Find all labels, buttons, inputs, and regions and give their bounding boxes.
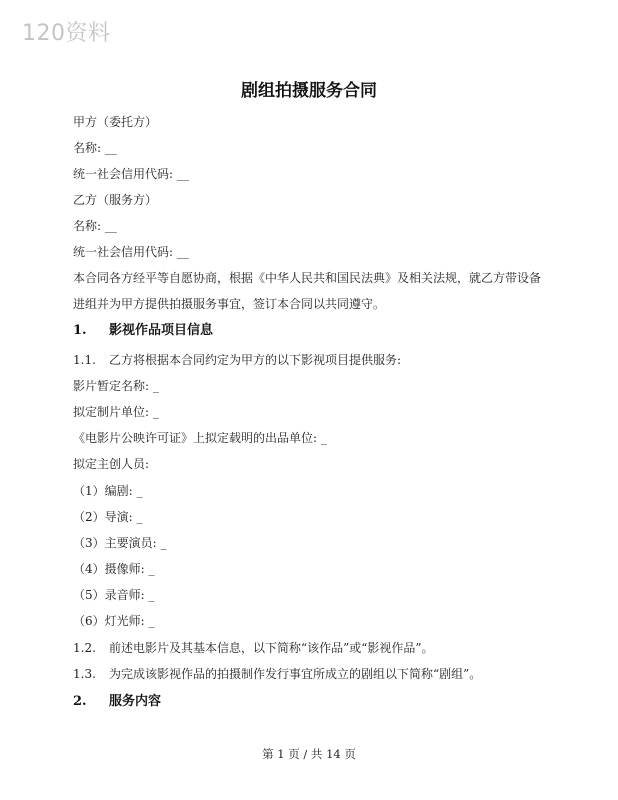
clause-1-1-text: 乙方将根据本合同约定为甲方的以下影视项目提供服务:: [109, 353, 402, 367]
intro-line-2: 进组并为甲方提供拍摄服务事宜，签订本合同以共同遵守。: [73, 297, 386, 311]
intro-line-1: 本合同各方经平等自愿协商，根据《中华人民共和国民法典》及相关法规，就乙方带设备: [73, 271, 542, 285]
clause-1-2: [73, 640, 434, 656]
party-a-name: 名称: __: [73, 141, 117, 155]
license-unit-field: 《电影片公映许可证》上拟定载明的出品单位: _: [73, 431, 327, 445]
clause-1-3-number: 1.3.: [73, 667, 96, 681]
party-a-label: 甲方（委托方）: [73, 115, 158, 129]
section-1-heading: [73, 323, 213, 339]
document-title: 剧组拍摄服务合同: [241, 81, 377, 101]
section-2-title: 服务内容: [109, 694, 162, 709]
creators-label: 拟定主创人员:: [73, 457, 150, 471]
creator-director: （2）导演: _: [73, 510, 143, 524]
party-b-credit-code: 统一社会信用代码: __: [73, 245, 189, 259]
creator-sound-engineer: （5）录音师: _: [73, 588, 155, 602]
clause-1-1-number: 1.1.: [73, 353, 96, 367]
section-2-number: 2.: [73, 694, 87, 709]
party-a-credit-code: 统一社会信用代码: __: [73, 167, 189, 181]
producer-field: 拟定制片单位: _: [73, 405, 159, 419]
section-1-number: 1.: [73, 323, 87, 338]
party-b-name: 名称: __: [73, 219, 117, 233]
section-1-title: 影视作品项目信息: [109, 323, 214, 338]
page-indicator: 第 1 页 / 共 14 页: [262, 747, 356, 761]
film-name-field: 影片暂定名称: _: [73, 379, 159, 393]
creator-lighting-technician: （6）灯光师: _: [73, 614, 155, 628]
clause-1-2-text: 前述电影片及其基本信息，以下简称“该作品”或“影视作品”。: [109, 641, 434, 655]
creator-writer: （1）编剧: _: [73, 484, 143, 498]
clause-1-3-text: 为完成该影视作品的拍摄制作发行事宜所成立的剧组以下简称“剧组”。: [109, 667, 482, 681]
party-b-label: 乙方（服务方）: [73, 193, 158, 207]
watermark-logo: 120资料: [22, 21, 111, 46]
section-2-heading: [73, 694, 161, 710]
clause-1-1: [73, 352, 401, 368]
clause-1-2-number: 1.2.: [73, 641, 96, 655]
clause-1-3: [73, 666, 481, 682]
creator-cinematographer: （4）摄像师: _: [73, 562, 155, 576]
creator-lead-actors: （3）主要演员: _: [73, 536, 167, 550]
